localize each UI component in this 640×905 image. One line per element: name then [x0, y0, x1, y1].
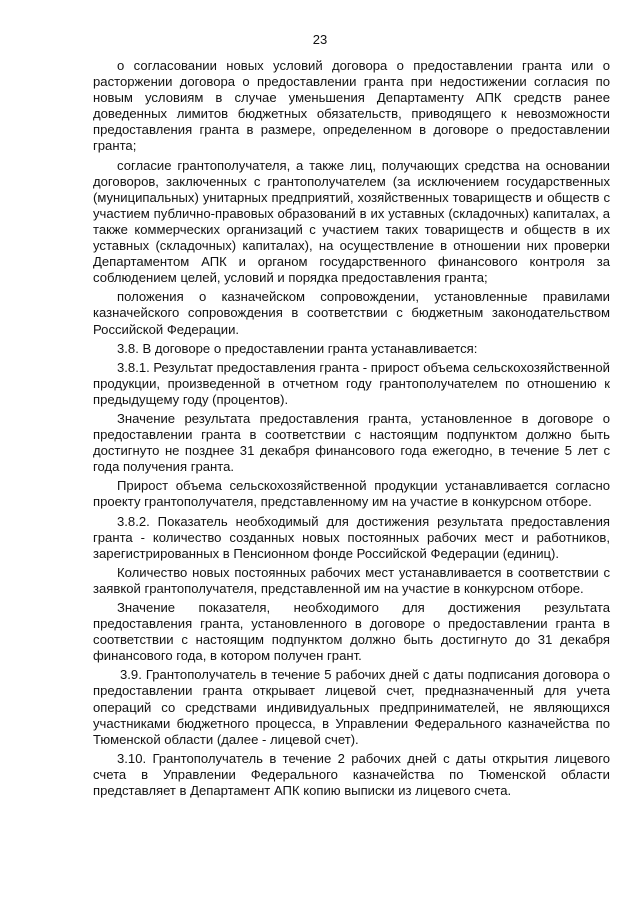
- paragraph-3-9: 3.9. Грантополучатель в течение 5 рабочих дней с даты подписания договора о предоставлении гранта открывает лицевой счет, предназначенный для учета операций со средствами индивидуальных предпринимателей, не являющихся участниками бюджетного процесса, в Управлении Федерального казначейства по Тюменской области (далее - лицевой счет).: [93, 667, 610, 747]
- paragraph-indicator-value: Значение показателя, необходимого для достижения результата предоставления гранта, установленного в договоре о предоставлении гранта в соответствии с настоящим подпунктом должно быть достигнуто до 31 декабря финансового года, в котором получен грант.: [93, 600, 610, 664]
- paragraph-treasury-support: положения о казначейском сопровождении, установленные правилами казначейского сопровождения в соответствии с бюджетным законодательством Российской Федерации.: [93, 289, 610, 337]
- paragraph-3-8: 3.8. В договоре о предоставлении гранта устанавливается:: [117, 340, 478, 356]
- paragraph-jobs-count: Количество новых постоянных рабочих мест устанавливается в соответствии с заявкой грантополучателя, представленной им на участие в конкурсном отборе.: [93, 564, 610, 596]
- paragraph-production-growth: Прирост объема сельскохозяйственной продукции устанавливается согласно проекту грантополучателя, представленному им на участие в конкурсном отборе.: [93, 478, 610, 510]
- paragraph-3-8-1: 3.8.1. Результат предоставления гранта - прирост объема сельскохозяйственной продукции, произведенной в отчетном году грантополучателем по отношению к предыдущему году (процентов).: [93, 359, 610, 407]
- paragraph-result-value: Значение результата предоставления гранта, установленное в договоре о предоставлении гранта в соответствии с настоящим подпунктом должно быть достигнуто не позднее 31 декабря финансового года ежегодно, в течение 5 лет с года получения гранта.: [93, 410, 610, 475]
- paragraph-3-8-2: 3.8.2. Показатель необходимый для достижения результата предоставления гранта - количество созданных новых постоянных рабочих мест и работников, зарегистрированных в Пенсионном фонде Российской Федерации (единиц).: [93, 513, 610, 561]
- paragraph-recipient-consent: согласие грантополучателя, а также лиц, получающих средства на основании договоров, заключенных с грантополучателем (за исключением государственных (муниципальных) унитарных предприятий, хозяйственных товариществ и обществ с участием публично-правовых образований в их уставных (складочных) капиталах, а также коммерческих организаций с участием таких товариществ и обществ в их уставных (складочных) капиталах), на осуществление в отношении них проверки Департаментом АПК и органом государственного финансового контроля за соблюдением целей, условий и порядка предоставления гранта;: [93, 157, 610, 286]
- document-body: [93, 58, 610, 799]
- paragraph-contract-terms: о согласовании новых условий договора о предоставлении гранта или о расторжении договора о предоставлении гранта при недостижении согласия по новым условиям в случае уменьшения Департаменту АПК средств ранее доведенных лимитов бюджетных обязательств, приводящего к невозможности предоставления гранта в размере, определенном в договоре о предоставлении гранта;: [93, 58, 610, 154]
- paragraph-3-10: 3.10. Грантополучатель в течение 2 рабочих дней с даты открытия лицевого счета в Управлении Федерального казначейства по Тюменской области представляет в Департамент АПК копию выписки из лицевого счета.: [93, 750, 610, 799]
- page-number: 23: [312, 32, 328, 47]
